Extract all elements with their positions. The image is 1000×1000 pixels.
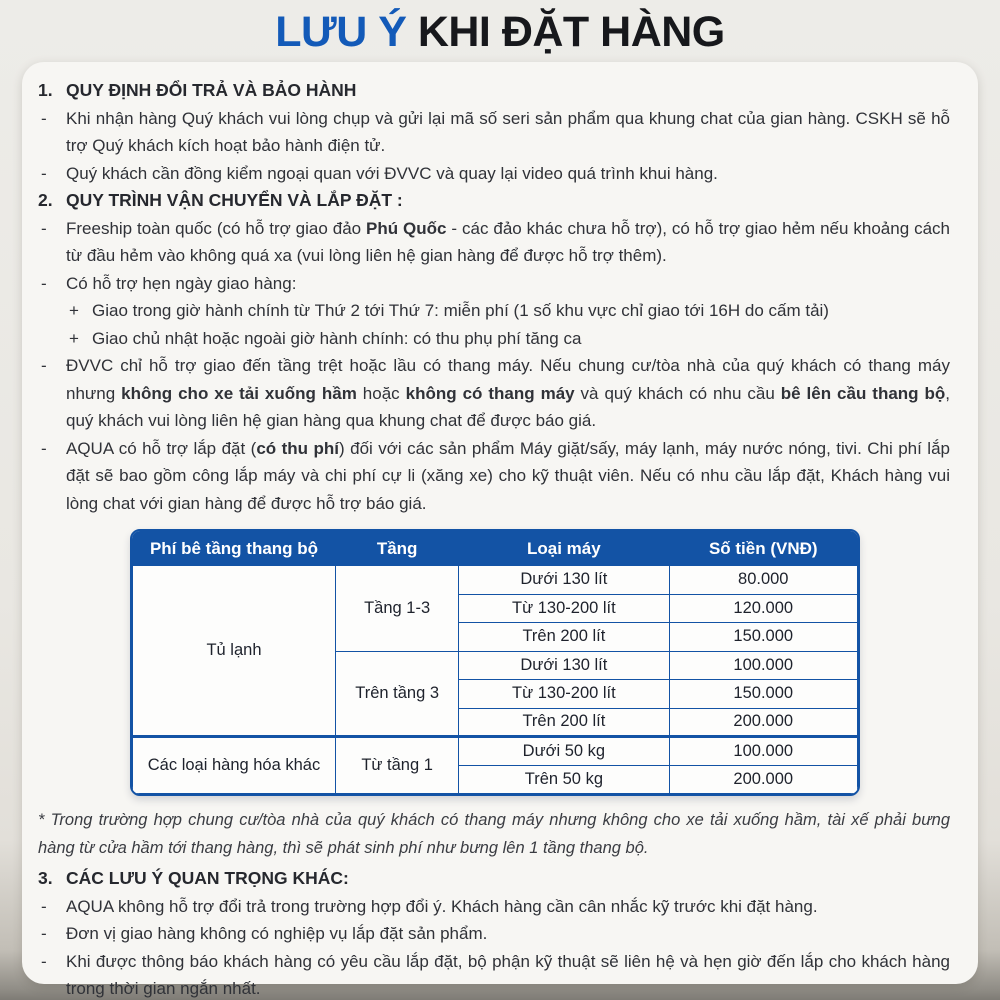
- bullet-marker: -: [41, 924, 47, 943]
- column-header: Loại máy: [459, 532, 669, 566]
- category-cell: Tủ lạnh: [133, 566, 336, 737]
- item-text-part: Quý khách cần đồng kiểm ngoại quan với ĐVVC và quay lại video quá trình khui hàng.: [66, 163, 718, 183]
- page-title: [0, 0, 1000, 59]
- section-heading: [38, 77, 952, 105]
- title-rest: KHI ĐẶT HÀNG: [406, 8, 725, 56]
- list-item: [38, 948, 952, 1000]
- item-text-part: AQUA có hỗ trợ lắp đặt (: [66, 438, 257, 458]
- machine-type-cell: Từ 130-200 lít: [459, 680, 669, 709]
- column-header: Phí bê tầng thang bộ: [133, 532, 336, 566]
- list-item: [38, 105, 952, 160]
- item-text: [92, 297, 952, 325]
- title-highlight: LƯU Ý: [275, 8, 407, 56]
- amount-cell: 200.000: [669, 765, 858, 794]
- item-text: [92, 325, 952, 353]
- fee-table-header-row: [133, 532, 858, 566]
- bullet-marker: -: [41, 163, 47, 183]
- amount-cell: 150.000: [669, 623, 858, 652]
- table-row: [133, 566, 858, 595]
- floor-cell: Từ tầng 1: [336, 737, 459, 794]
- section-number: 1.: [38, 80, 53, 100]
- item-text: [66, 270, 952, 298]
- item-text-part: hoặc: [356, 383, 406, 403]
- bullet-marker: -: [41, 438, 47, 458]
- item-text-part: Freeship toàn quốc (có hỗ trợ giao đảo: [66, 218, 367, 238]
- list-item: [66, 325, 952, 353]
- bullet-marker: -: [41, 108, 47, 128]
- list-item: [38, 920, 952, 948]
- section-heading: [38, 865, 952, 893]
- item-text-bold: Phú Quốc: [366, 218, 447, 238]
- table-row: [133, 737, 858, 766]
- section-heading: [38, 187, 952, 215]
- bullet-marker: -: [41, 951, 47, 971]
- list-item: [38, 435, 952, 518]
- bullet-marker: +: [69, 328, 79, 348]
- section-heading-text: CÁC LƯU Ý QUAN TRỌNG KHÁC:: [66, 868, 349, 888]
- section-returns-warranty: [38, 77, 952, 187]
- item-text: [66, 215, 952, 270]
- section-heading-text: QUY TRÌNH VẬN CHUYỂN VÀ LẮP ĐẶT :: [66, 190, 403, 210]
- amount-cell: 100.000: [669, 651, 858, 680]
- bullet-marker: -: [41, 896, 47, 916]
- list-item: [38, 160, 952, 188]
- list-item: [38, 352, 952, 435]
- item-text-part: Giao trong giờ hành chính từ Thứ 2 tới Thứ 7: miễn phí (1 số khu vực chỉ giao tới 16H do cấm tải): [92, 301, 829, 320]
- section-number: 3.: [38, 868, 53, 888]
- floor-cell: Tầng 1-3: [336, 566, 459, 652]
- item-text-part: Có hỗ trợ hẹn ngày giao hàng:: [66, 273, 297, 293]
- item-text: [66, 893, 952, 921]
- section-heading-text: QUY ĐỊNH ĐỔI TRẢ VÀ BẢO HÀNH: [66, 80, 357, 100]
- item-text: [66, 435, 952, 518]
- notes-card: [22, 62, 978, 998]
- machine-type-cell: Dưới 130 lít: [459, 651, 669, 680]
- footnote-text: * Trong trường hợp chung cư/tòa nhà của quý khách có thang máy nhưng không cho xe tải xuống hầm, tài xế phải bưng hàng từ cửa hầm tới thang hàng, thì sẽ phát sinh phí như bưng lên 1 tầng thang bộ.: [38, 811, 950, 857]
- list-item: [66, 297, 952, 325]
- item-text-part: Khi được thông báo khách hàng có yêu cầu lắp đặt, bộ phận kỹ thuật sẽ liên hệ và hẹn giờ đến lắp cho khách hàng trong thời gian ngắn nhất.: [66, 951, 950, 998]
- amount-cell: 80.000: [669, 566, 858, 595]
- machine-type-cell: Trên 50 kg: [459, 765, 669, 794]
- item-text-part: - các đảo khác chưa hỗ trợ), có hỗ trợ giao hẻm nếu khoảng cách từ đầu hẻm vào không quá xa (vui lòng liên hệ gian hàng để được hỗ trợ thêm).: [66, 218, 950, 265]
- machine-type-cell: Trên 200 lít: [459, 623, 669, 652]
- column-header: Số tiền (VNĐ): [669, 532, 858, 566]
- machine-type-cell: Trên 200 lít: [459, 708, 669, 737]
- bullet-marker: +: [69, 301, 79, 320]
- item-text: [66, 105, 952, 160]
- item-text-bold: bê lên cầu thang bộ: [780, 383, 946, 403]
- stair-carry-fee-table: [130, 529, 860, 796]
- floor-cell: Trên tầng 3: [336, 651, 459, 737]
- list-item: [38, 270, 952, 298]
- item-text-bold: có thu phí: [256, 438, 339, 458]
- item-text-bold: không có thang máy: [405, 383, 575, 403]
- item-text: [66, 352, 952, 435]
- column-header: Tầng: [336, 532, 459, 566]
- item-text-part: , quý khách vui lòng liên hệ gian hàng qua khung chat để được báo giá.: [66, 383, 951, 430]
- item-text: [66, 948, 952, 1000]
- item-text: [66, 920, 952, 948]
- list-item: [38, 215, 952, 270]
- amount-cell: 120.000: [669, 594, 858, 623]
- item-text-part: và quý khách có nhu cầu: [574, 383, 781, 403]
- category-cell: Các loại hàng hóa khác: [133, 737, 336, 794]
- item-text-part: ) đối với các sản phẩm Máy giặt/sấy, máy lạnh, máy nước nóng, tivi. Chi phí lắp đặt sẽ bao gồm công lắp máy và chi phí cự li (xăng xe) cho kỹ thuật viên. Nếu có nhu cầu lắp đặt, Khách hàng vui lòng chat với gian hàng để được hỗ trợ báo giá.: [66, 438, 950, 513]
- amount-cell: 200.000: [669, 708, 858, 737]
- item-text-part: AQUA không hỗ trợ đổi trả trong trường hợp đổi ý. Khách hàng cần cân nhắc kỹ trước khi đặt hàng.: [66, 896, 818, 916]
- item-text: [66, 160, 952, 188]
- fee-table-body: [133, 566, 858, 794]
- item-text-part: Đơn vị giao hàng không có nghiệp vụ lắp đặt sản phẩm.: [66, 924, 488, 943]
- item-text-part: ĐVVC chỉ hỗ trợ giao đến tầng trệt hoặc lầu có thang máy. Nếu chung cư/tòa nhà của quý khách có thang máy nhưng: [66, 356, 950, 403]
- section-number: 2.: [38, 190, 53, 210]
- amount-cell: 100.000: [669, 737, 858, 766]
- bullet-marker: -: [41, 218, 47, 238]
- section-shipping-installation: [38, 187, 952, 517]
- section-other-notes: [38, 865, 952, 1000]
- machine-type-cell: Từ 130-200 lít: [459, 594, 669, 623]
- bullet-marker: -: [41, 273, 47, 293]
- amount-cell: 150.000: [669, 680, 858, 709]
- machine-type-cell: Dưới 130 lít: [459, 566, 669, 595]
- list-item: [38, 893, 952, 921]
- machine-type-cell: Dưới 50 kg: [459, 737, 669, 766]
- item-text-part: Giao chủ nhật hoặc ngoài giờ hành chính: có thu phụ phí tăng ca: [92, 328, 582, 348]
- bullet-marker: -: [41, 356, 47, 375]
- item-text-part: Khi nhận hàng Quý khách vui lòng chụp và gửi lại mã số seri sản phẩm qua khung chat của gian hàng. CSKH sẽ hỗ trợ Quý khách kích hoạt bảo hành điện tử.: [66, 108, 950, 155]
- item-text-bold: không cho xe tải xuống hầm: [121, 383, 357, 403]
